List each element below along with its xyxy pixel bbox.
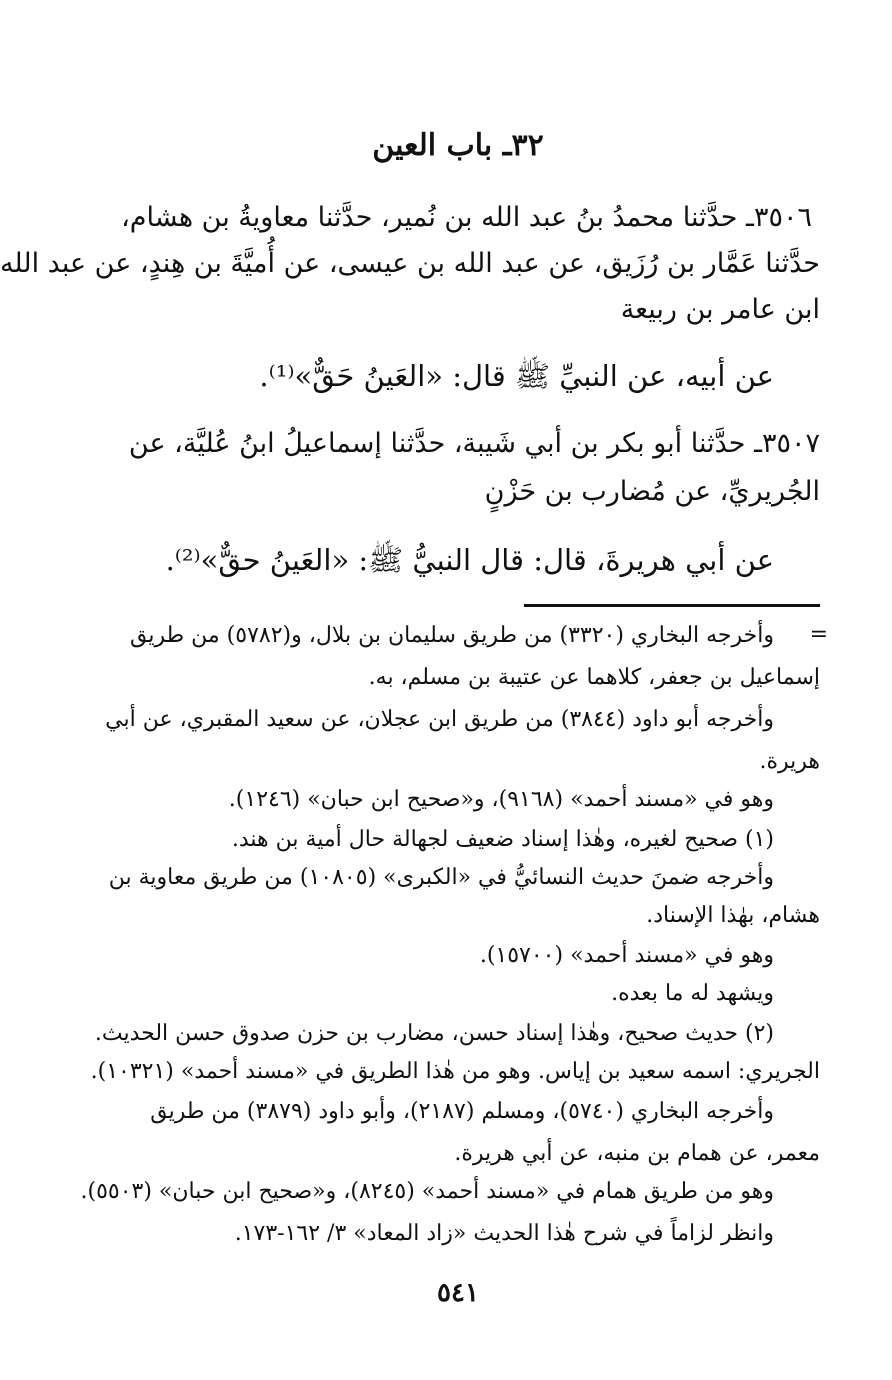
footnote-line: وأخرجه البخاري (٥٧٤٠)، ومسلم (٢١٨٧)، وأبو داود (٣٨٧٩) من طريق xyxy=(150,1099,774,1124)
hadith-3507-isnad-line-1: ٣٥٠٧ـ حدَّثنا أبو بكر بن أبي شَيبة، حدَّثنا إسماعيلُ ابنُ عُليَّة، عن xyxy=(128,428,820,459)
footnote-line: وهو في «مسند أحمد» (٩١٦٨)، و«صحيح ابن حبان» (١٢٤٦). xyxy=(228,787,774,812)
footnote-line: ويشهد له ما بعده. xyxy=(611,981,774,1006)
footnote-line: وهو من طريق همام في «مسند أحمد» (٨٢٤٥)، و«صحيح ابن حبان» (٥٥٠٣). xyxy=(80,1179,774,1204)
footnote-line: إسماعيل بن جعفر، كلاهما عن عتيبة بن مسلم، به. xyxy=(368,665,820,690)
chapter-heading: ٣٢ـ باب العين xyxy=(372,128,544,163)
page-number: ٥٤١ xyxy=(437,1278,479,1308)
footnote-line: معمر، عن همام بن منبه، عن أبي هريرة. xyxy=(454,1141,820,1166)
footnote-line: وأخرجه أبو داود (٣٨٤٤) من طريق ابن عجلان، عن سعيد المقبري، عن أبي xyxy=(105,707,774,732)
hadith-3506-isnad-line-1: ٣٥٠٦ـ حدَّثنا محمدُ بنُ عبد الله بن نُمير، حدَّثنا معاويةُ بن هشام، xyxy=(121,202,812,233)
footnote-line: وأخرجه البخاري (٣٣٢٠) من طريق سليمان بن بلال، و(٥٧٨٢) من طريق xyxy=(130,623,774,648)
footnote-line: هريرة. xyxy=(759,749,820,774)
footnote-line: (١) صحيح لغيره، وهٰذا إسناد ضعيف لجهالة حال أمية بن هند. xyxy=(231,827,774,852)
hadith-3506-isnad-line-3: ابن عامر بن ربيعة xyxy=(620,294,820,325)
footnote-line: (٢) حديث صحيح، وهٰذا إسناد حسن، مضارب بن حزن صدوق حسن الحديث. xyxy=(94,1021,774,1046)
continuation-mark: = xyxy=(809,622,828,647)
footnote-line: وأخرجه ضمنَ حديث النسائيُّ في «الكبرى» (١٠٨٠٥) من طريق معاوية بن xyxy=(108,865,774,890)
footnote-divider xyxy=(524,604,820,607)
footnote-line: وانظر لزاماً في شرح هٰذا الحديث «زاد المعاد» ٣/ ١٦٢-١٧٣. xyxy=(234,1221,774,1246)
footnote-line: وهو في «مسند أحمد» (١٥٧٠٠). xyxy=(479,943,774,968)
hadith-3507-matn: عن أبي هريرةَ، قال: قال النبيُّ ﷺ: «العَينُ حقٌّ»⁽²⁾. xyxy=(165,543,774,577)
footnote-line: الجريري: اسمه سعيد بن إياس. وهو من هٰذا الطريق في «مسند أحمد» (١٠٣٢١). xyxy=(90,1059,820,1084)
hadith-3506-isnad-line-2: حدَّثنا عَمَّار بن رُزَيق، عن عبد الله بن عيسى، عن أُميَّةَ بن هِندٍ، عن عبد الله xyxy=(0,248,820,279)
footnote-line: هشام، بهٰذا الإسناد. xyxy=(646,903,820,928)
hadith-3506-matn: عن أبيه، عن النبيِّ ﷺ قال: «العَينُ حَقٌّ»⁽¹⁾. xyxy=(259,359,774,393)
hadith-3507-isnad-line-2: الجُريريِّ، عن مُضارب بن حَزْنٍ xyxy=(484,476,820,507)
